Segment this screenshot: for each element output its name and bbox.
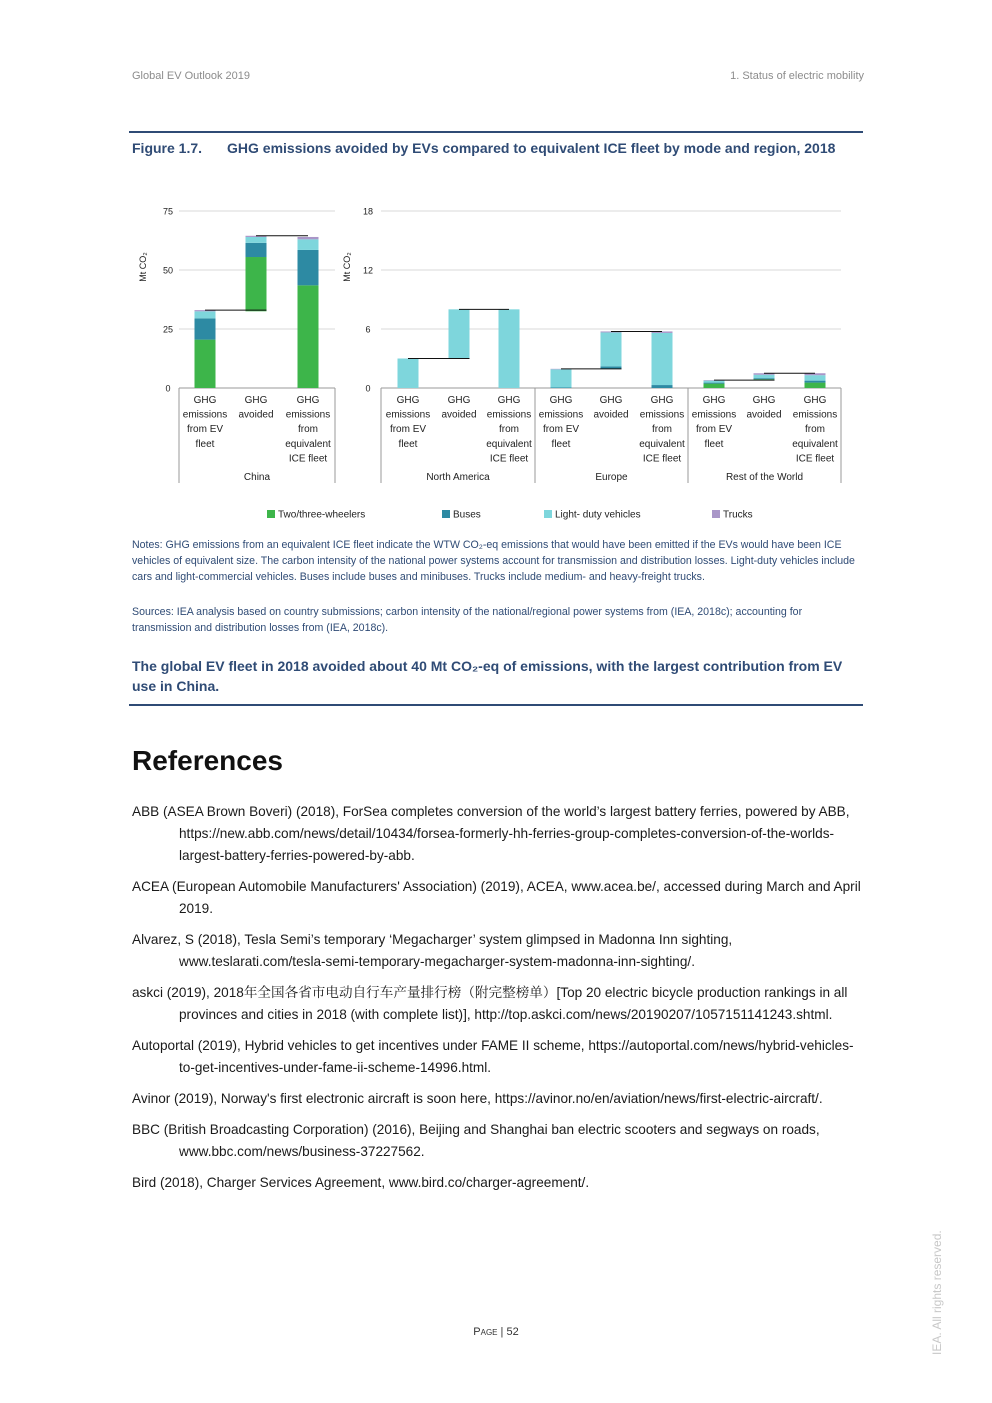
category-label: from: [805, 424, 825, 436]
y-tick-label: 0: [165, 383, 171, 394]
region-label: North America: [426, 472, 490, 483]
legend-swatch: [712, 510, 720, 518]
y-tick-label: 6: [365, 324, 371, 335]
category-label: GHG: [447, 395, 471, 406]
category-label: emissions: [538, 409, 584, 421]
category-label: equivalent: [639, 438, 685, 450]
bar-segment-light-duty-vehicles: [449, 309, 470, 358]
category-label: from: [499, 424, 519, 436]
bar-segment-buses: [298, 250, 319, 285]
page-word: Page: [473, 1326, 498, 1338]
category-label: avoided: [746, 409, 782, 421]
category-label: GHG: [752, 395, 776, 406]
category-label: GHG: [702, 395, 726, 406]
references-heading: References: [132, 745, 283, 776]
legend-label: Two/three-wheelers: [278, 509, 366, 521]
region-label: China: [243, 472, 271, 483]
page-number: [0, 1326, 992, 1338]
figure-number: Figure 1.7.: [132, 140, 203, 156]
category-label: ICE fleet: [288, 453, 328, 465]
category-label: GHG: [549, 395, 573, 406]
legend-label: Buses: [453, 509, 481, 521]
category-label: fleet: [398, 438, 418, 450]
bar-segment-trucks: [298, 237, 319, 239]
category-label: GHG: [193, 395, 217, 406]
legend-swatch: [267, 510, 275, 518]
category-label: GHG: [599, 395, 623, 406]
bar-segment-buses: [652, 385, 673, 388]
running-header-title: Global EV Outlook 2019: [132, 70, 251, 82]
y-tick-label: 50: [162, 265, 174, 276]
category-label: from EV: [389, 424, 427, 436]
legend-label: Trucks: [723, 509, 753, 521]
category-label: emissions: [182, 409, 228, 421]
category-label: GHG: [650, 395, 674, 406]
category-label: GHG: [497, 395, 521, 406]
figure-bottom-rule: [129, 704, 863, 706]
bar-segment-buses: [754, 378, 775, 379]
copyright-watermark: IEA. All rights reserved.: [930, 1230, 944, 1355]
emissions-chart: [0, 195, 992, 525]
bar-segment-two-three-wheelers: [246, 257, 267, 311]
bar-segment-light-duty-vehicles: [805, 375, 826, 380]
y-tick-label: 0: [365, 383, 371, 394]
reference-item: BBC (British Broadcasting Corporation) (2016), Beijing and Shanghai ban electric scooters and segways on roads, www.bbc.com/news/business-37227562.: [132, 1122, 820, 1159]
category-label: equivalent: [792, 438, 838, 450]
category-label: from EV: [186, 424, 224, 436]
reference-item: Avinor (2019), Norway's first electronic aircraft is soon here, https://avinor.no/en/aviation/news/first-electric-aircraft/.: [132, 1091, 823, 1106]
category-label: from EV: [542, 424, 580, 436]
bar-segment-two-three-wheelers: [298, 285, 319, 388]
y-axis-label: Mt CO₂: [138, 252, 148, 282]
bar-segment-buses: [704, 383, 725, 384]
bar-segment-buses: [195, 318, 216, 339]
figure-top-rule: [129, 131, 863, 133]
y-axis-label: Mt CO₂: [342, 252, 352, 282]
reference-item: Alvarez, S (2018), Tesla Semi’s temporary ‘Megacharger’ system glimpsed in Madonna Inn sighting, www.teslarati.com/tesla-semi-temporary-megacharger-system-madonna-inn-sighting/.: [132, 932, 733, 969]
category-label: GHG: [396, 395, 420, 406]
region-label: Rest of the World: [725, 472, 804, 483]
category-label: emissions: [285, 409, 331, 421]
category-label: ICE fleet: [489, 453, 529, 465]
category-label: GHG: [296, 395, 320, 406]
category-label: fleet: [195, 438, 215, 450]
category-label: equivalent: [285, 438, 331, 450]
category-label: avoided: [441, 409, 477, 421]
reference-item: askci (2019), 2018年全国各省市电动自行车产量排行榜（附完整榜单）[Top 20 electric bicycle production rankings in all provinces and cities in 2018 (with complete list)], http://top.askci.com/news/20190207/1057151141243.shtml.: [132, 985, 848, 1022]
bar-segment-light-duty-vehicles: [754, 375, 775, 378]
bar-segment-light-duty-vehicles: [704, 381, 725, 383]
bar-segment-two-three-wheelers: [805, 383, 826, 388]
category-label: equivalent: [486, 438, 532, 450]
category-label: from: [652, 424, 672, 436]
running-header-section: 1. Status of electric mobility: [730, 70, 864, 82]
category-label: emissions: [486, 409, 532, 421]
category-label: GHG: [803, 395, 827, 406]
bar-segment-two-three-wheelers: [704, 384, 725, 388]
category-label: emissions: [639, 409, 685, 421]
figure-title: GHG emissions avoided by EVs compared to equivalent ICE fleet by mode and region, 2018: [227, 140, 836, 156]
y-tick-label: 25: [162, 324, 174, 335]
category-label: ICE fleet: [795, 453, 835, 465]
category-label: emissions: [691, 409, 737, 421]
figure-notes: Notes: GHG emissions from an equivalent ICE fleet indicate the WTW CO₂-eq emissions that would have been emitted if the EVs would have been ICE vehicles of equivalent size. The carbon intensity of the national power systems account for transmission and distribution losses. Light-duty vehicles include cars and light-commercial vehicles. Buses include buses and minibuses. Trucks include medium- and heavy-freight trucks.: [132, 539, 855, 583]
bar-segment-light-duty-vehicles: [499, 309, 520, 388]
reference-list: [132, 801, 867, 1203]
category-label: fleet: [551, 438, 571, 450]
category-label: emissions: [385, 409, 431, 421]
page-number-value: 52: [506, 1326, 519, 1338]
bar-segment-buses: [246, 243, 267, 257]
category-label: from: [298, 424, 318, 436]
reference-item: ABB (ASEA Brown Boveri) (2018), ForSea completes conversion of the world’s largest battery ferries, powered by ABB, https://new.abb.com/news/detail/10434/forsea-formerly-hh-ferries-group-completes-conversion-of-the-worlds-largest-battery-ferries-powered-by-abb.: [132, 804, 850, 863]
bar-segment-light-duty-vehicles: [246, 237, 267, 243]
category-label: GHG: [244, 395, 268, 406]
y-tick-label: 75: [162, 206, 174, 217]
region-label: Europe: [595, 472, 628, 483]
y-tick-label: 12: [362, 265, 374, 276]
category-label: fleet: [704, 438, 724, 450]
legend-swatch: [442, 510, 450, 518]
reference-item: Autoportal (2019), Hybrid vehicles to get incentives under FAME II scheme, https://autoportal.com/news/hybrid-vehicles-to-get-incentives-under-fame-ii-scheme-14996.html.: [132, 1038, 854, 1075]
bar-segment-buses: [805, 381, 826, 383]
category-label: avoided: [238, 409, 274, 421]
bar-segment-light-duty-vehicles: [652, 333, 673, 385]
legend-label: Light- duty vehicles: [555, 509, 641, 521]
bar-segment-buses: [551, 388, 572, 389]
category-label: avoided: [593, 409, 629, 421]
reference-item: Bird (2018), Charger Services Agreement, www.bird.co/charger-agreement/.: [132, 1175, 590, 1190]
bar-segment-light-duty-vehicles: [195, 311, 216, 318]
bar-segment-light-duty-vehicles: [601, 332, 622, 366]
key-message: The global EV fleet in 2018 avoided about 40 Mt CO₂-eq of emissions, with the largest contribution from EV use in China.: [132, 658, 843, 694]
bar-segment-two-three-wheelers: [195, 340, 216, 388]
category-label: ICE fleet: [642, 453, 682, 465]
category-label: emissions: [792, 409, 838, 421]
bar-segment-light-duty-vehicles: [551, 369, 572, 387]
y-tick-label: 18: [362, 206, 374, 217]
category-label: from EV: [695, 424, 733, 436]
page-separator: |: [497, 1326, 507, 1338]
bar-segment-light-duty-vehicles: [398, 359, 419, 389]
bar-segment-light-duty-vehicles: [298, 239, 319, 250]
reference-item: ACEA (European Automobile Manufacturers' Association) (2019), ACEA, www.acea.be/, accessed during March and April 2019.: [132, 879, 861, 916]
legend-swatch: [544, 510, 552, 518]
figure-sources: Sources: IEA analysis based on country submissions; carbon intensity of the national/regional power systems from (IEA, 2018c); accounting for transmission and distribution losses from (IEA, 2018c).: [132, 606, 803, 634]
